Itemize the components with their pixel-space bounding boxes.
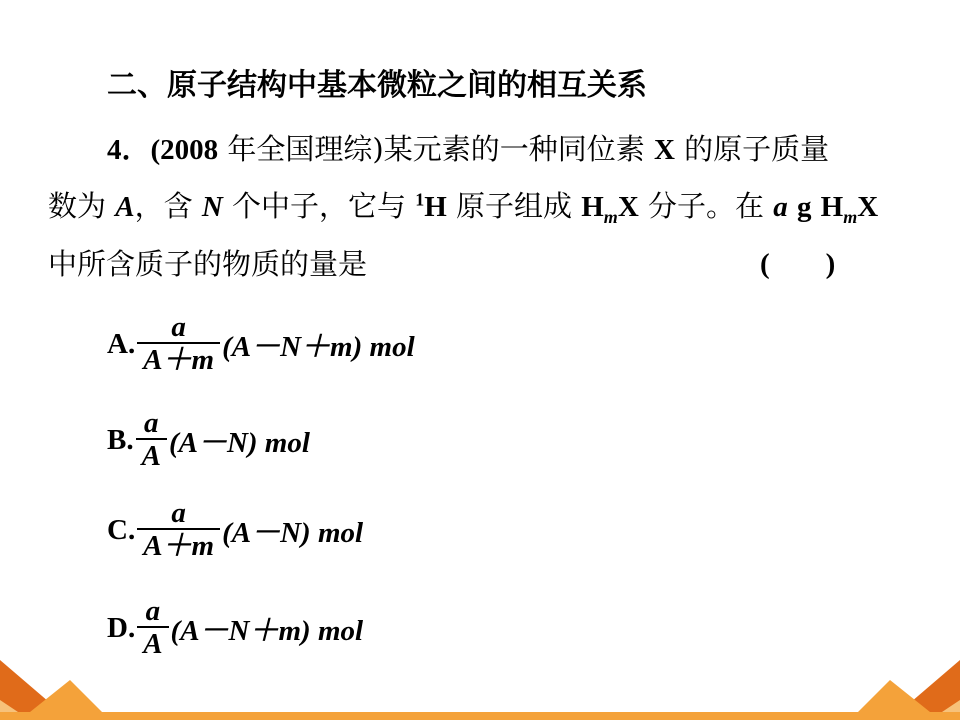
denominator: A＋m — [137, 528, 220, 562]
question-text-4: ，含 — [134, 189, 193, 223]
denominator: A＋m — [137, 342, 220, 376]
corner-decoration-left — [0, 640, 120, 720]
mass-number-A: A — [115, 191, 135, 223]
formula2-m-subscript: m — [843, 206, 858, 227]
footer-bar — [0, 712, 960, 720]
answer-blank — [760, 246, 835, 282]
paren-close: ) — [825, 248, 836, 280]
formula-m-subscript: m — [603, 206, 618, 227]
option-label: A. — [107, 327, 136, 360]
option-expression: (A－N＋m) mol — [222, 330, 415, 363]
hydrogen-symbol: H — [424, 191, 447, 223]
denominator: A — [136, 438, 167, 472]
neutron-count-N: N — [201, 191, 223, 223]
question-line-1 — [107, 131, 829, 168]
option-label: C. — [107, 513, 136, 546]
question-source-year: (2008 — [150, 134, 219, 166]
section-heading: 二、原子结构中基本微粒之间的相互关系 — [107, 68, 647, 103]
question-source-name: 年全国理综) — [227, 132, 384, 166]
question-text-5: 个中子，它与 — [231, 189, 406, 223]
question-text-6: 原子组成 — [456, 189, 573, 223]
option-d[interactable] — [107, 596, 363, 660]
fraction — [137, 596, 168, 660]
fraction — [137, 312, 220, 376]
option-expression: (A－N) mol — [168, 426, 310, 459]
numerator: a — [171, 311, 186, 343]
mass-a: a — [773, 191, 788, 223]
option-label: B. — [107, 423, 134, 456]
question-text-3: 数为 — [48, 189, 107, 223]
option-label: D. — [107, 611, 136, 644]
question-line-2 — [48, 188, 878, 225]
corner-decoration-right — [840, 640, 960, 720]
option-c[interactable] — [107, 498, 363, 562]
question-number: 4． — [107, 134, 151, 166]
option-a[interactable] — [107, 312, 415, 376]
question-text-2: 的原子质量 — [684, 132, 830, 166]
paren-open: ( — [760, 248, 770, 280]
question-line-3 — [48, 246, 367, 282]
hydrogen-mass-superscript: 1 — [415, 189, 425, 210]
formula-h: H — [581, 191, 604, 223]
denominator: A — [137, 626, 168, 660]
question-text-8: 中所含质子的物质的量是 — [48, 247, 368, 281]
option-expression: (A－N＋m) mol — [170, 614, 364, 647]
fraction — [136, 408, 167, 472]
formula2-h: H — [820, 191, 844, 223]
option-expression: (A－N) mol — [222, 516, 364, 549]
question-text-7: 分子。在 — [647, 189, 764, 223]
numerator: a — [144, 407, 159, 439]
option-b[interactable] — [107, 408, 310, 472]
question-text-1: 某元素的一种同位素 — [383, 132, 645, 166]
unit-g: g — [796, 191, 812, 223]
numerator: a — [171, 497, 186, 529]
fraction — [137, 498, 220, 562]
numerator: a — [145, 595, 161, 627]
formula-x: X — [617, 191, 639, 223]
formula2-x: X — [857, 191, 879, 223]
isotope-symbol: X — [653, 134, 675, 166]
